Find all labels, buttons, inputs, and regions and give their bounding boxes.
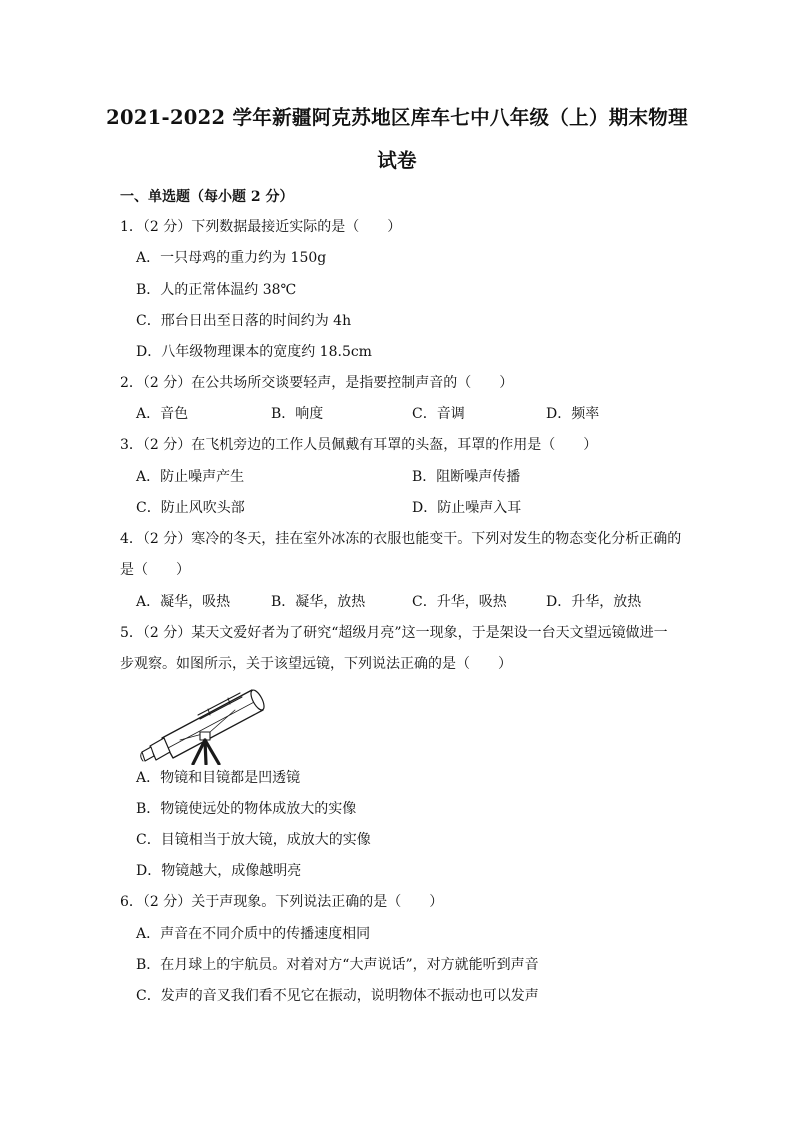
- question-3-option-b: B．阻断噪声传播: [412, 469, 521, 485]
- question-4-option-a: A．凝华，吸热: [136, 594, 231, 610]
- question-3-stem: 3．（2 分）在飞机旁边的工作人员佩戴有耳罩的头盔，耳罩的作用是（ ）: [120, 437, 598, 453]
- exam-title-line-1: 2021-2022 学年新疆阿克苏地区库车七中八年级（上）期末物理: [106, 106, 688, 129]
- question-3-options-row-2: [136, 498, 696, 518]
- question-6-option-b: B．在月球上的宇航员。对着对方“大声说话”，对方就能听到声音: [136, 957, 539, 973]
- question-2-options: [136, 404, 696, 424]
- question-2-stem: 2．（2 分）在公共场所交谈要轻声，是指要控制声音的（ ）: [120, 375, 514, 391]
- section-heading: 一、单选题（每小题 2 分）: [120, 189, 294, 205]
- question-4-option-c: C．升华，吸热: [412, 594, 507, 610]
- question-2-option-a: A．音色: [136, 406, 189, 422]
- telescope-figure: [140, 680, 265, 765]
- question-2-option-c: C．音调: [412, 406, 465, 422]
- question-1-option-d: D．八年级物理课本的宽度约 18.5cm: [136, 344, 372, 360]
- question-4-options: [136, 592, 696, 612]
- question-6-stem: 6．（2 分）关于声现象。下列说法正确的是（ ）: [120, 894, 444, 910]
- question-5-option-b: B．物镜使远处的物体成放大的实像: [136, 801, 357, 817]
- question-4-option-d: D．升华，放热: [546, 594, 642, 610]
- question-3-options-row-1: [136, 467, 696, 487]
- question-6-option-a: A．声音在不同介质中的传播速度相同: [136, 926, 371, 942]
- question-1-option-c: C．邢台日出至日落的时间约为 4h: [136, 313, 352, 329]
- question-2-option-d: D．频率: [546, 406, 600, 422]
- question-4-stem-line-2: 是（ ）: [120, 562, 190, 578]
- question-3-option-d: D．防止噪声入耳: [412, 500, 522, 516]
- question-2-option-b: B．响度: [271, 406, 324, 422]
- question-5-stem-line-1: 5．（2 分）某天文爱好者为了研究“超级月亮”这一现象，于是架设一台天文望远镜做进一: [120, 625, 668, 641]
- exam-title-line-2: 试卷: [377, 149, 417, 172]
- question-6-option-c: C．发声的音叉我们看不见它在振动，说明物体不振动也可以发声: [136, 988, 539, 1004]
- question-3-option-c: C．防止风吹头部: [136, 500, 245, 516]
- question-1-stem: 1．（2 分）下列数据最接近实际的是（ ）: [120, 219, 402, 235]
- question-5-option-d: D．物镜越大，成像越明亮: [136, 863, 302, 879]
- question-5-option-c: C．目镜相当于放大镜，成放大的实像: [136, 832, 371, 848]
- question-3-option-a: A．防止噪声产生: [136, 469, 245, 485]
- question-1-option-b: B．人的正常体温约 38℃: [136, 282, 297, 298]
- question-4-option-b: B．凝华，放热: [271, 594, 366, 610]
- question-4-stem-line-1: 4．（2 分）寒冷的冬天，挂在室外冰冻的衣服也能变干。下列对发生的物态变化分析正确的: [120, 531, 682, 547]
- question-1-option-a: A．一只母鸡的重力约为 150g: [136, 250, 327, 266]
- question-5-stem-line-2: 步观察。如图所示，关于该望远镜，下列说法正确的是（ ）: [120, 656, 512, 672]
- question-5-option-a: A．物镜和目镜都是凹透镜: [136, 770, 301, 786]
